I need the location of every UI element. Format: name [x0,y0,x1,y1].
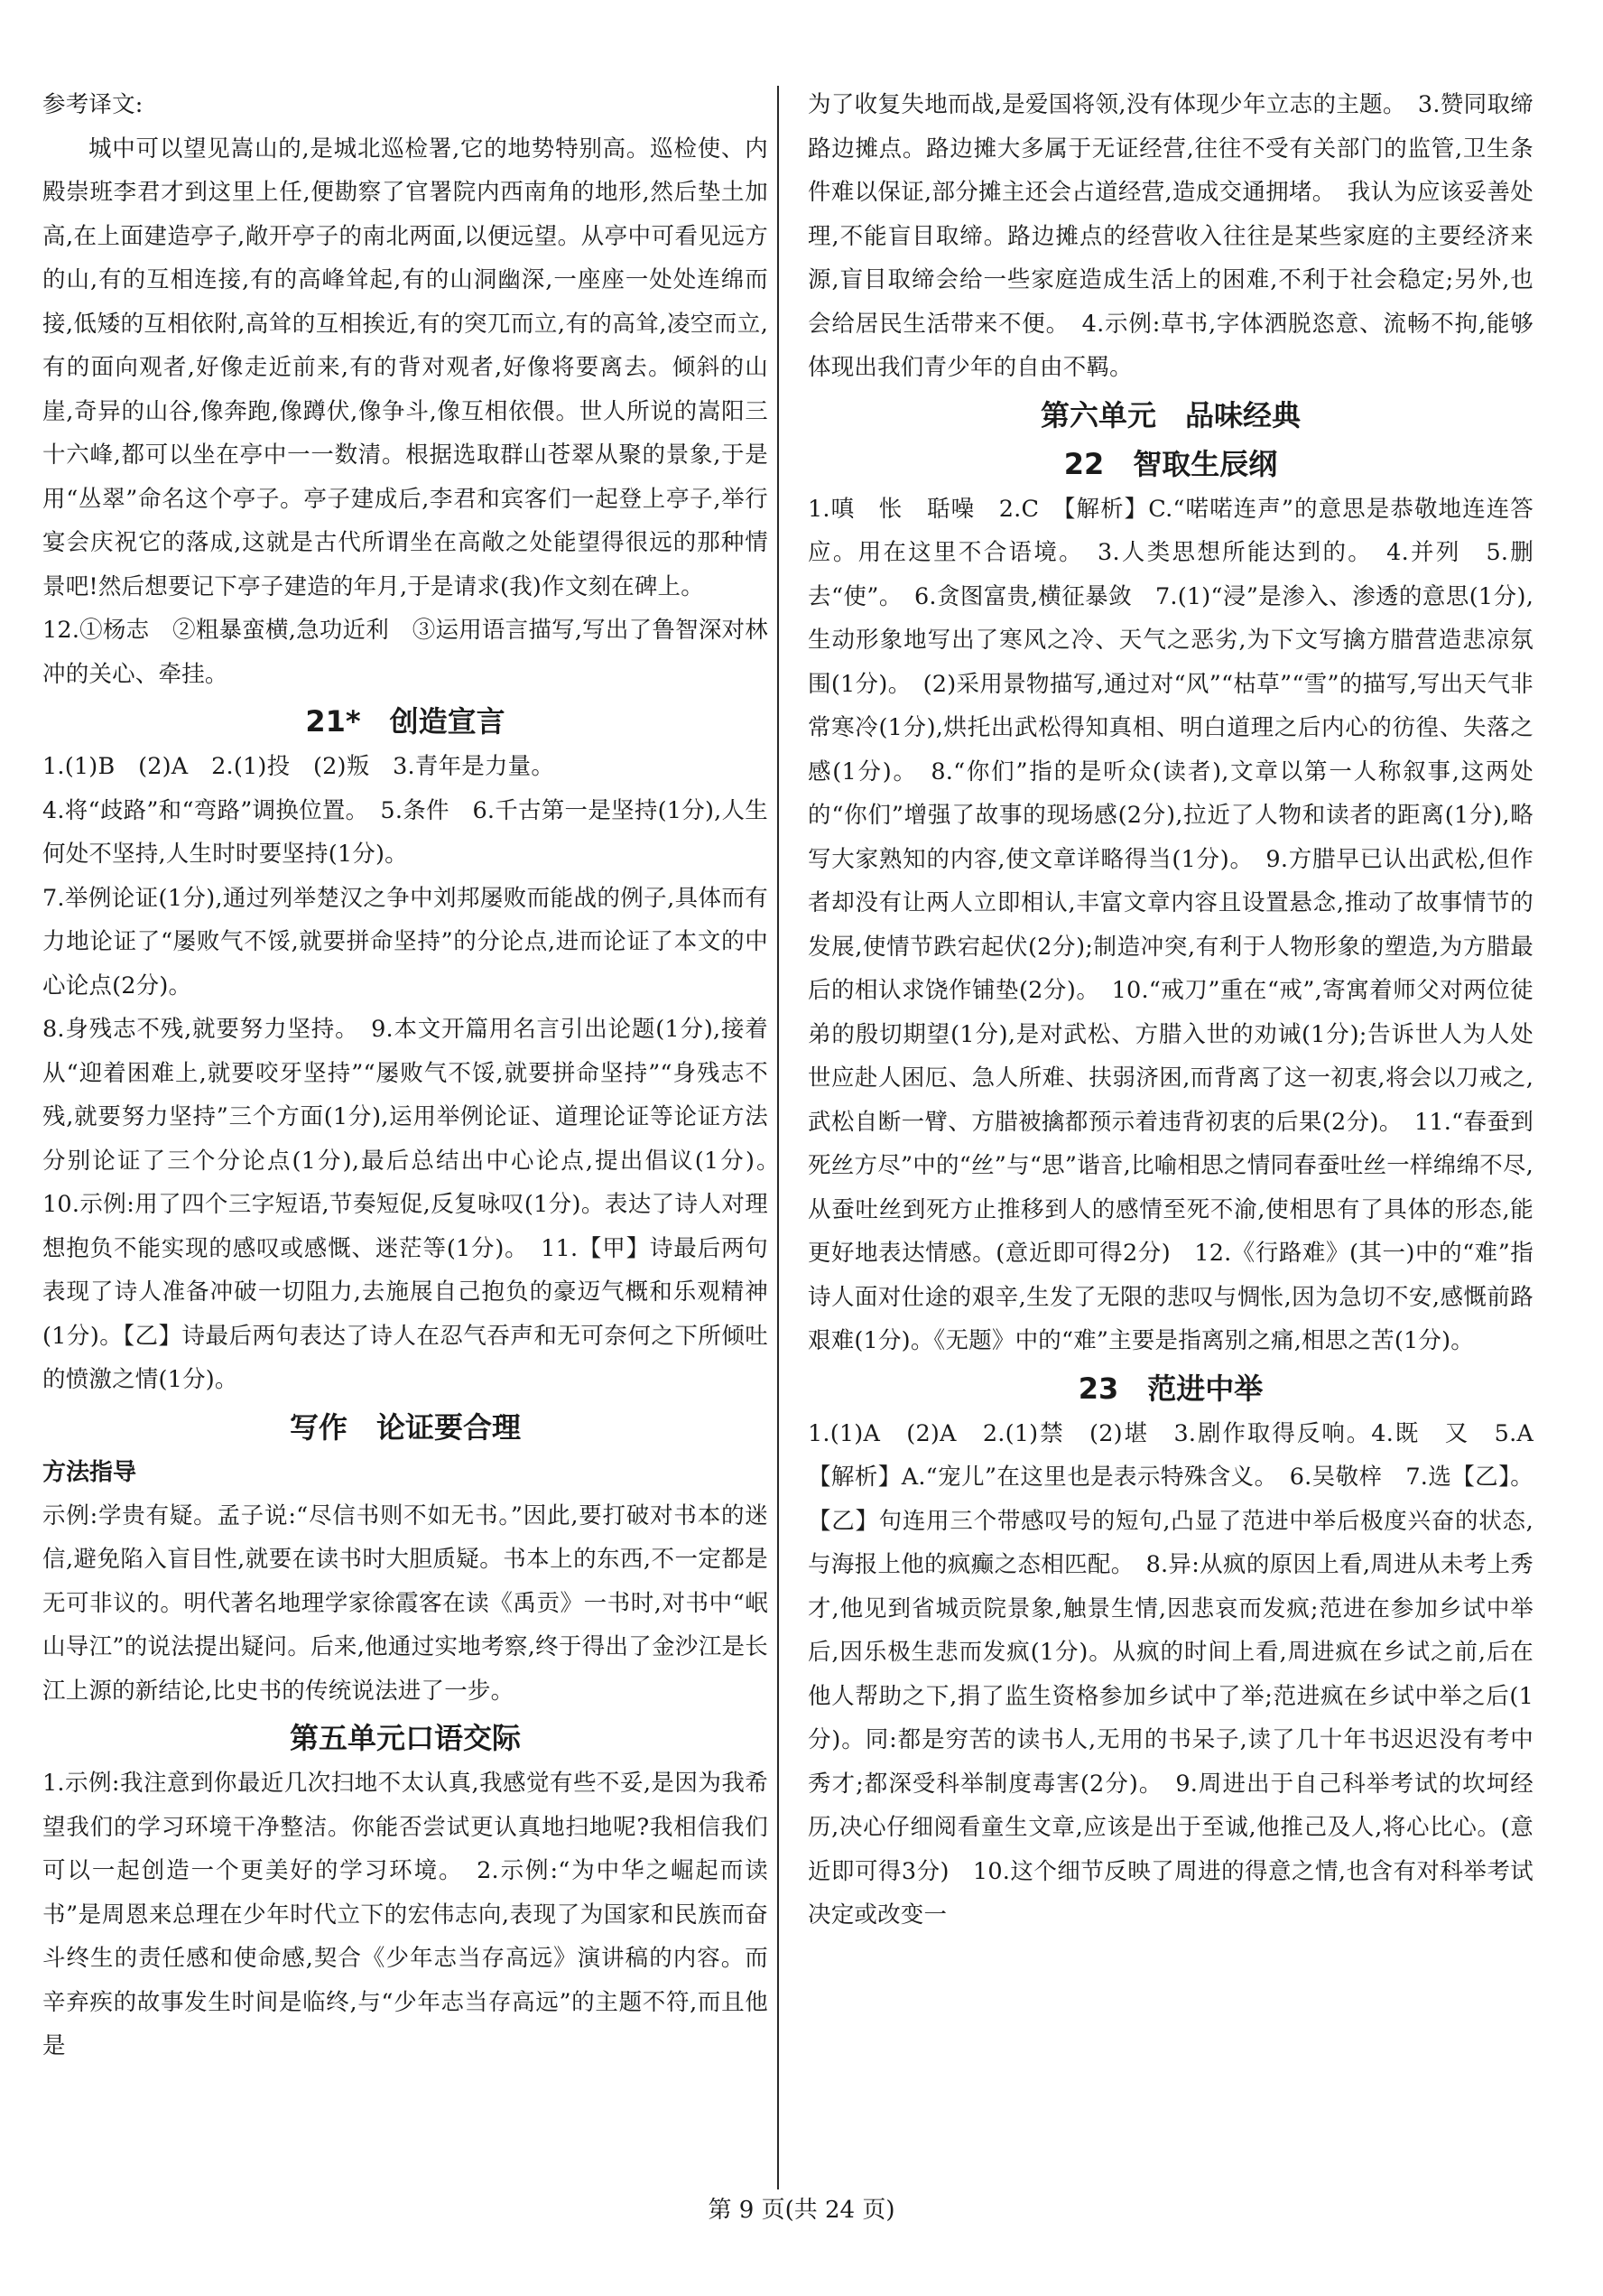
section-21-answers-2: 4.将“歧路”和“弯路”调换位置。 5.条件 6.千古第一是坚持(1分),人生何处不坚持,人生时时要坚持(1分)。 [42,796,768,868]
section-23-answers: 1.(1)A (2)A 2.(1)禁 (2)堪 3.剧作取得反响。4.既 又 5.A 【解析】A.“宠儿”在这里也是表示特殊含义。 6.吴敬梓 7.选【乙】。【乙】句连用三个带感叹号的短句,凸显了范进中举后极度兴奋的状态,与海报上他的疯癫之态相匹配。 8.异:从疯的原因上看,周进从未考上秀才,他见到省城贡院景象,触景生情,因悲哀而发疯;范进在参加乡试中举后,因乐极生悲而发疯(1分)。从疯的时间上看,周进疯在乡试之前,后在他人帮助之下,捐了监生资格参加乡试中了举;范进疯在乡试中举之后(1分)。同:都是穷苦的读书人,无用的书呆子,读了几十年书迟迟没有考中秀才;都深受科举制度毒害(2分)。 9.周进出于自己科举考试的坎坷经历,决心仔细阅看童生文章,应该是出于至诚,他推己及人,将心比心。(意近即可得3分) 10.这个细节反映了周进的得意之情,也含有对科举考试决定或改变一 [808,1419,1557,1929]
column-divider [777,86,779,2189]
section-21-answers-1: 1.(1)B (2)A 2.(1)投 (2)叛 3.青年是力量。 [42,753,555,780]
reference-translation-text: 城中可以望见嵩山的,是城北巡检署,它的地势特别高。巡检使、内殿崇班李君才到这里上任,便勘察了官署院内西南角的地形,然后垫土加高,在上面建造亭子,敞开亭子的南北两面,以便远望。从亭中可看见远方的山,有的互相连接,有的高峰耸起,有的山洞幽深,一座座一处处连绵而接,低矮的互相依附,高耸的互相挨近,有的突兀而立,有的高耸,凌空而立,有的面向观者,好像走近前来,有的背对观者,好像将要离去。倾斜的山崖,奇异的山谷,像奔跑,像蹲伏,像争斗,像互相依偎。世人所说的嵩阳三十六峰,都可以坐在亭中一一数清。根据选取群山苍翠从聚的景象,于是用“丛翠”命名这个亭子。亭子建成后,李君和宾客们一起登上亭子,举行宴会庆祝它的落成,这就是古代所谓坐在高敞之处能望得很远的那种情景吧!然后想要记下亭子建造的年月,于是请求(我)作文刻在碑上。 [42,135,768,600]
answer-q12: 12.①杨志 ②粗暴蛮横,急功近利 ③运用语言描写,写出了鲁智深对林冲的关心、牵挂。 [42,617,768,688]
method-guide-title: 方法指导 [42,1458,137,1486]
oral-communication-text: 1.示例:我注意到你最近几次扫地不太认真,我感觉有些不妥,是因为我希望我们的学习环境干净整洁。你能否尝试更认真地扫地呢?我相信我们可以一起创造一个更美好的学习环境。 2.示例:“为中华之崛起而读书”是周恩来总理在少年时代立下的宏伟志向,表现了为国家和民族而奋斗终生的责任感和使命感,契合《少年志当存高远》演讲稿的内容。而辛弃疾的故事发生时间是临终,与“少年志当存高远”的主题不符,而且他是 [42,1770,768,2059]
oral-communication-title: 第五单元口语交际 [289,1721,521,1755]
method-guide-text: 示例:学贵有疑。孟子说:“尽信书则不如无书。”因此,要打破对书本的迷信,避免陷入盲目性,就要在读书时大胆质疑。书本上的东西,不一定都是无可非议的。明代著名地理学家徐霞客在读《禹贡》一书时,对书中“岷山导江”的说法提出疑问。后来,他通过实地考察,终于得出了金沙江是长江上源的新结论,比史书的传统说法进了一步。 [42,1501,768,1705]
writing-section-title: 写作 论证要合理 [289,1409,521,1445]
section-21-answers-4: 8.身残志不残,就要努力坚持。 9.本文开篇用名言引出论题(1分),接着从“迎着困难上,就要咬牙坚持”“屡败气不馁,就要拼命坚持”“身残志不残,就要努力坚持”三个方面(1分),运用举例论证、道理论证等论证方法分别论证了三个分论点(1分),最后总结出中心论点,提出倡议(1分)。 10.示例:用了四个三字短语,节奏短促,反复咏叹(1分)。表达了诗人对理想抱负不能实现的感叹或感慨、迷茫等(1分)。 11.【甲】诗最后两句表现了诗人准备冲破一切阻力,去施展自己抱负的豪迈气概和乐观精神(1分)。【乙】诗最后两句表达了诗人在忍气吞声和无可奈何之下所倾吐的愤激之情(1分)。 [42,1016,792,1393]
section-22-answers: 1.嗔 怅 聒噪 2.C 【解析】C.“喏喏连声”的意思是恭敬地连连答应。用在这里不合语境。 3.人类思想所能达到的。 4.并列 5.删去“使”。 6.贪图富贵,横征暴敛 7.(1)“浸”是渗入、渗透的意思(1分),生动形象地写出了寒风之冷、天气之恶劣,为下文写擒方腊营造悲凉氛围(1分)。 (2)采用景物描写,通过对“风”“枯草”“雪”的描写,写出天气非常寒冷(1分),烘托出武松得知真相、明白道理之后内心的彷徨、失落之感(1分)。 8.“你们”指的是听众(读者),文章以第一人称叙事,这两处的“你们”增强了故事的现场感(2分),拉近了人物和读者的距离(1分),略写大家熟知的内容,使文章详略得当(1分)。 9.方腊早已认出武松,但作者却没有让两人立即相认,丰富文章内容且设置悬念,推动了故事情节的发展,使情节跌宕起伏(2分);制造冲突,有利于人物形象的塑造,为方腊最后的相认求饶作铺垫(2分)。 10.“戒刀”重在“戒”,寄寓着师父对两位徒弟的殷切期望(1分),是对武松、方腊入世的劝诫(1分);告诉世人为人处世应赴人困厄、急人所难、扶弱济困,而背离了这一初衷,将会以刀戒之,武松自断一臂、方腊被擒都预示着违背初衷的后果(2分)。 11.“春蚕到死丝方尽”中的“丝”与“思”谐音,比喻相思之情同春蚕吐丝一样绵绵不尽,从蚕吐丝到死方止推移到人的感情至死不渝,使相思有了具体的形态,能更好地表达情感。(意近即可得2分) 12.《行路难》(其一)中的“难”指诗人面对仕途的艰辛,生发了无限的悲叹与惆怅,因为急切不安,感慨前路艰难(1分)。《无题》中的“难”主要是指离别之痛,相思之苦(1分)。 [808,495,1534,1354]
oral-communication-continued: 为了收复失地而战,是爱国将领,没有体现少年立志的主题。 3.赞同取缔路边摊点。路边摊大多属于无证经营,往往不受有关部门的监管,卫生条件难以保证,部分摊主还会占道经营,造成交通拥堵。 我认为应该妥善处理,不能盲目取缔。路边摊点的经营收入往往是某些家庭的主要经济来源,盲目取缔会给一些家庭造成生活上的困难,不利于社会稳定;另外,也会给居民生活带来不便。 4.示例:草书,字体洒脱恣意、流畅不拘,能够体现出我们青少年的自由不羁。 [808,91,1534,381]
section-21-title: 21* 创造宣言 [305,704,505,739]
right-column [808,83,1557,2187]
reference-translation-label: 参考译文: [42,91,144,118]
unit-6-title: 第六单元 品味经典 [1040,397,1301,432]
section-22-title: 22 智取生辰纲 [1063,446,1278,481]
left-column [42,83,792,2187]
section-21-answers-3: 7.举例论证(1分),通过列举楚汉之争中刘邦屡败而能战的例子,具体而有力地论证了“屡败气不馁,就要拼命坚持”的分论点,进而论证了本文的中心论点(2分)。 [42,884,768,999]
page-number: 第 9 页(共 24 页) [708,2197,895,2224]
section-23-title: 23 范进中举 [1078,1371,1264,1406]
